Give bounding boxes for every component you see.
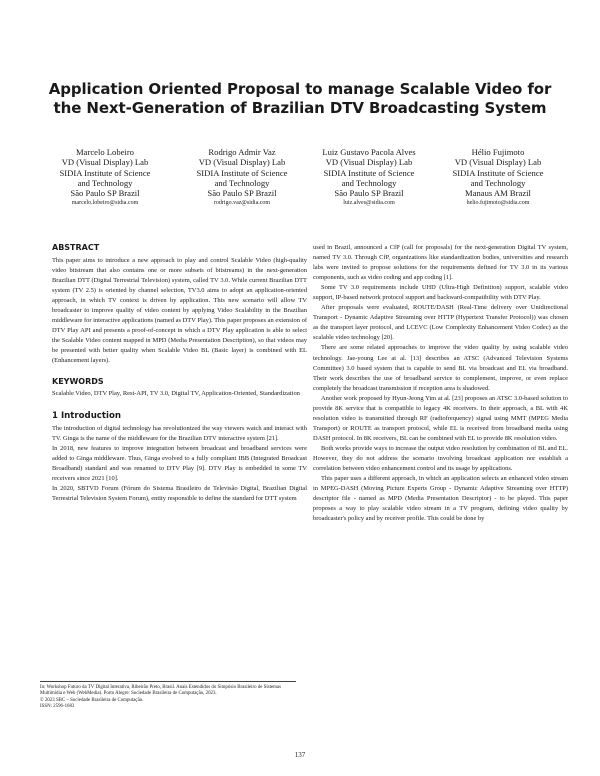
author-affiliation: and Technology <box>341 177 397 188</box>
paper-title <box>40 80 560 118</box>
author-affiliation: and Technology <box>77 177 133 188</box>
author-block <box>294 147 444 209</box>
body-paragraph: This paper uses a different approach, in which an application selects an enhanced video stream in MPEG-DASH (Moving Picture Experts Group - Dynamic Adaptive Streaming over HTTP) descriptor file - named as MPD (Media Presentation Descriptor) - to be played. This paper proposes a way to play scalable video stream in a TV program, defining video quality by broadcaster's policy and by receiver profile. This could be done by <box>313 475 568 523</box>
author-affiliation: VD (Visual Display) Lab <box>454 157 542 168</box>
body-paragraph: Some TV 3.0 requirements include UHD (Ultra-High Definition) support, scalable video support, IP-based network protocol support and backward-compatibility with DTV Play. <box>313 284 568 302</box>
author-email: helio.fujimoto@sidia.com <box>466 200 530 207</box>
left-column <box>52 243 307 504</box>
author-name: Luiz Gustavo Pacola Alves <box>322 147 416 157</box>
keywords-heading: KEYWORDS <box>52 376 104 386</box>
body-paragraph: After proposals were evaluated, ROUTE/DASH (Real-Time delivery over Unidirectional Transport - Dynamic Adaptive Streaming over HTTP (Hypertext Transfer Protocol)) was chosen as the transport layer protocol, and LCEVC (Low Complexity Enhancement Video Codec) as the scalable video technology [20]. <box>313 304 568 342</box>
abstract-text: This paper aims to introduce a new approach to play and control Scalable Video (high-quality video bitstream that also contains one or more subsets of bitstreams) in the next-generation Brazilian DTT (Digital Terrestrial Television) system, called TV 3.0. While current Brazilian DTT system (TV 2.5) is oriented by channel selection, TV3.0 aims to adopt an application-oriented approach, in which TV context is driven by application. This new scenario will allow TV broadcaster to improve quality of video content by applying Video Scalability in the Brazilian middleware for interactive applications (named as DTV Play). This paper proposes an extension of DTV Play API and presents a proof-of-concept in which a DTV Play application is able to select the Scalable Video content mapped in MPD (Media Presentation Description), so that videos may be presented with better quality when Scalable Video BL (Basic layer) is combined with EL (Enhancement layers). <box>52 257 307 365</box>
title-line-2: the Next-Generation of Brazilian DTV Broadcasting System <box>53 99 547 117</box>
author-affiliation: SIDIA Institute of Science <box>196 167 288 178</box>
intro-paragraph: In 2018, new features to improve integration between broadcast and broadband services were added to Ginga middleware. Thus, Ginga evolved to a fully compliant IBB (Integrated Broadcast Broadband) standard and was renamed to DTV Play [9]. DTV Play is embedded in some TV receivers since 2021 [10]. <box>52 444 307 482</box>
intro-paragraph: The introduction of digital technology has revolutionized the way viewers watch and interact with TV. Ginga is the name of the middleware for the Brazilian DTV interactive system [21]. <box>52 424 307 442</box>
footnote-line: In: Workshop Futuro da TV Digital Interativa, Ribeirão Preto, Brasil. Anais Estendidos do Simpósio Brasileiro de Sistemas Multimídia e Web (WebMedia). Porto Alegre: Sociedade Brasileira de Computação, 2023. <box>40 685 281 697</box>
author-email: rodrigo.vaz@sidia.com <box>213 200 271 207</box>
intro-heading: 1 Introduction <box>52 410 121 421</box>
body-paragraph: Both works provide ways to increase the output video resolution by combination of BL and EL. However, they do not address the scenario involving broadcast application nor establish a correlation between video enhancement control and its usage by applications. <box>313 444 568 473</box>
author-location: São Paulo SP Brazil <box>70 188 140 199</box>
body-paragraph: There are some related approaches to improve the video quality by using scalable video technology. Jae-young Lee at al. [13] describes an ATSC (Advanced Television Systems Committee) 3.0 based system that is capable to send BL via broadcast and EL via broadband. Their work describes the use of broadband service to complement, improve, or even replace completely the broadcast transmission if reception area is shadowed. <box>313 344 568 392</box>
author-location: Manaus AM Brazil <box>465 188 531 199</box>
footnote-line: © 2023 SBC – Sociedade Brasileira de Computação. <box>40 697 144 703</box>
author-affiliation: and Technology <box>470 177 526 188</box>
footnote <box>40 681 296 710</box>
author-affiliation: SIDIA Institute of Science <box>323 167 415 178</box>
right-column <box>313 243 568 524</box>
author-name: Rodrigo Admir Vaz <box>208 147 276 157</box>
author-affiliation: VD (Visual Display) Lab <box>61 157 149 168</box>
page-number: 137 <box>294 751 306 759</box>
author-affiliation: VD (Visual Display) Lab <box>198 157 286 168</box>
author-affiliation: SIDIA Institute of Science <box>452 167 544 178</box>
author-block <box>423 147 573 209</box>
body-paragraph: used in Brazil, announced a CfP (call for proposals) for the next-generation Digital TV system, named TV 3.0. Through CfP, organizations like standardization bodies, universities and research labs were invited to propose solutions for the requirements defined for TV 3.0 in its various components, such as video coding and app coding [1]. <box>313 244 568 282</box>
author-name: Marcelo Lobeiro <box>76 147 134 157</box>
keywords-text: Scalable Video, DTV Play, Rest-API, TV 3.0, Digital TV, Application-Oriented, Standardization <box>52 389 300 397</box>
author-affiliation: VD (Visual Display) Lab <box>325 157 413 168</box>
abstract-heading: ABSTRACT <box>52 243 100 252</box>
footnote-line: ISSN: 2596-1683 <box>40 703 75 709</box>
author-name: Hélio Fujimoto <box>471 147 525 157</box>
title-line-1: Application Oriented Proposal to manage Scalable Video for <box>48 80 552 98</box>
author-affiliation: and Technology <box>214 177 270 188</box>
author-block <box>30 147 180 209</box>
author-affiliation: SIDIA Institute of Science <box>59 167 151 178</box>
body-paragraph: Another work proposed by Hyun-Jeong Yim at al. [23] proposes an ATSC 3.0-based solution to provide 8K service that is compatible to legacy 4K receivers. In their approach, a BL with 4K resolution video is transmitted through RF (radiofrequency) signal using MMT (MPEG Media Transport) or ROUTE as transport protocol, while EL is received from broadband media using DASH protocol. In 8K receivers, BL can be combined with EL to provide 8K resolution video. <box>313 394 568 442</box>
author-location: São Paulo SP Brazil <box>334 188 404 199</box>
author-email: luiz.alves@sidia.com <box>343 200 395 207</box>
intro-paragraph: In 2020, SBTVD Forum (Fórum do Sistema Brasileiro de Televisão Digital, Brazilian Digital Terrestrial Television System Forum), entity responsible to define the standard for DTT system <box>52 484 307 502</box>
author-email: marcelo.lobeiro@sidia.com <box>71 200 139 207</box>
author-location: São Paulo SP Brazil <box>207 188 277 199</box>
